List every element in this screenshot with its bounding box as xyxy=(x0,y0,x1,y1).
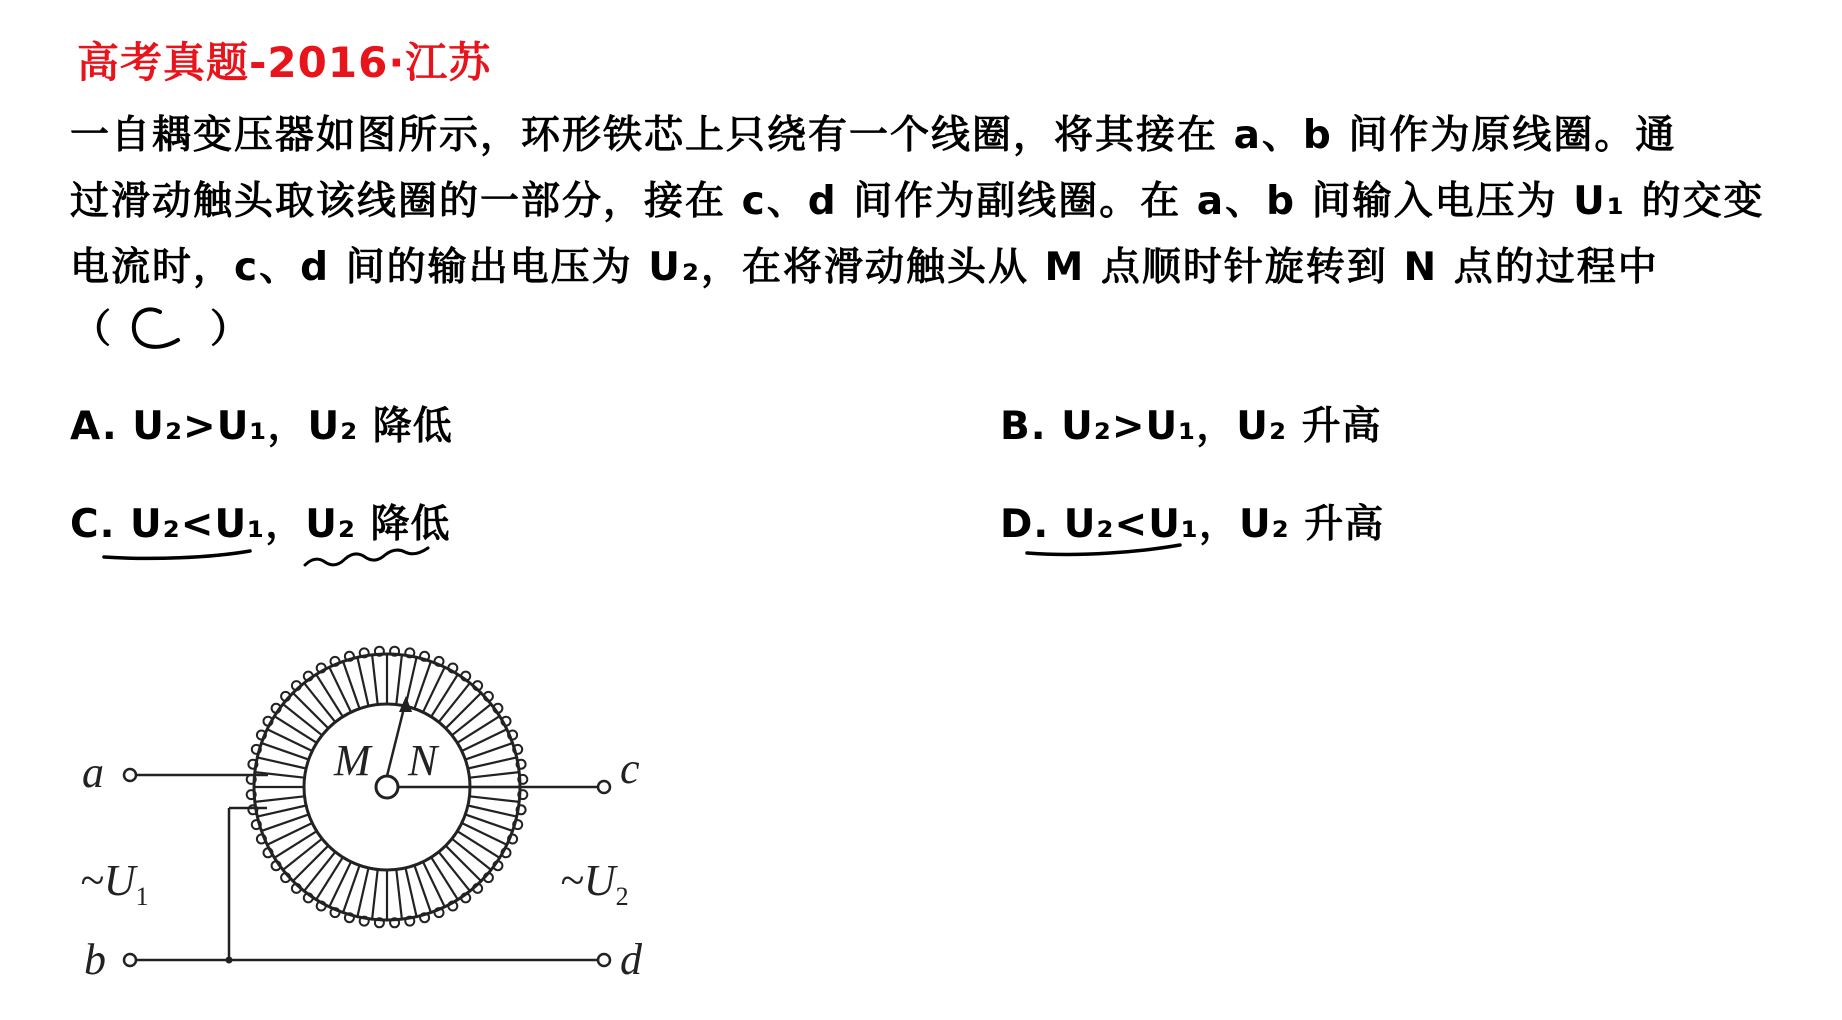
winding-turn xyxy=(439,683,470,722)
winding-turn xyxy=(304,852,335,891)
label-a: a xyxy=(82,748,104,797)
winding-turn xyxy=(446,846,481,881)
wavy-underline-option-c xyxy=(305,548,428,565)
answer-bracket-close: ） xyxy=(210,307,252,352)
winding-turn xyxy=(452,839,491,870)
winding-turn xyxy=(304,683,335,722)
transformer-diagram xyxy=(70,640,670,1000)
winding-turn xyxy=(255,796,305,802)
winding-turn xyxy=(452,704,491,735)
question-line-1: 一自耦变压器如图所示，环形铁芯上只绕有一个线圈，将其接在 a、b 间作为原线圈。通 xyxy=(70,113,1677,158)
option-a: A. U₂>U₁，U₂ 降低 xyxy=(70,404,453,449)
winding-turn xyxy=(396,870,402,920)
label-N: N xyxy=(408,736,438,785)
winding-turn xyxy=(357,868,368,917)
winding-turn xyxy=(406,868,417,917)
winding-turn xyxy=(316,857,343,899)
junction-dot xyxy=(226,957,233,964)
winding-turn xyxy=(316,674,343,716)
underline-option-c xyxy=(104,551,250,558)
winding-turn xyxy=(293,846,328,881)
winding-turn xyxy=(470,772,520,778)
winding-turn xyxy=(439,852,470,891)
question-line-3: 电流时，c、d 间的输出电压为 U₂，在将滑动触头从 M 点顺时针旋转到 N 点的过程中 xyxy=(70,245,1659,290)
winding-turn xyxy=(372,870,378,920)
winding-turn xyxy=(406,657,417,706)
option-d: D. U₂<U₁，U₂ 升高 xyxy=(1000,502,1385,547)
handwritten-answer-mark xyxy=(134,309,178,347)
winding-turn xyxy=(431,857,458,899)
winding-turn xyxy=(396,655,402,705)
label-u1: $\sim U_1$ xyxy=(80,856,149,911)
winding-turn xyxy=(470,796,520,802)
winding-turn xyxy=(283,704,322,735)
winding-turn xyxy=(293,693,328,728)
label-c: c xyxy=(620,744,640,793)
winding-turn xyxy=(274,831,316,858)
label-M: M xyxy=(334,736,371,785)
winding-turn xyxy=(283,839,322,870)
label-u2: $\sim U_2$ xyxy=(560,856,629,911)
winding-turn xyxy=(446,693,481,728)
question-line-2: 过滑动触头取该线圈的一部分，接在 c、d 间作为副线圈。在 a、b 间输入电压为 U₁ 的交变 xyxy=(70,179,1765,224)
winding-turn xyxy=(357,657,368,706)
winding-turn xyxy=(457,831,499,858)
option-b: B. U₂>U₁，U₂ 升高 xyxy=(1000,404,1382,449)
answer-bracket-open: （ xyxy=(72,307,114,352)
terminal-a xyxy=(124,769,136,781)
winding-turn xyxy=(257,757,306,768)
label-d: d xyxy=(620,935,642,984)
winding-turn xyxy=(468,806,517,817)
slider-pivot xyxy=(376,776,398,798)
terminal-c xyxy=(598,781,610,793)
page-title: 高考真题-2016·江苏 xyxy=(77,38,492,87)
winding-turn xyxy=(457,716,499,743)
option-c: C. U₂<U₁，U₂ 降低 xyxy=(70,502,451,547)
terminal-b xyxy=(124,954,136,966)
terminal-d xyxy=(598,954,610,966)
winding-turn xyxy=(468,757,517,768)
winding-turn xyxy=(274,716,316,743)
winding-turn xyxy=(431,674,458,716)
label-b: b xyxy=(84,935,106,984)
winding-turn xyxy=(372,655,378,705)
